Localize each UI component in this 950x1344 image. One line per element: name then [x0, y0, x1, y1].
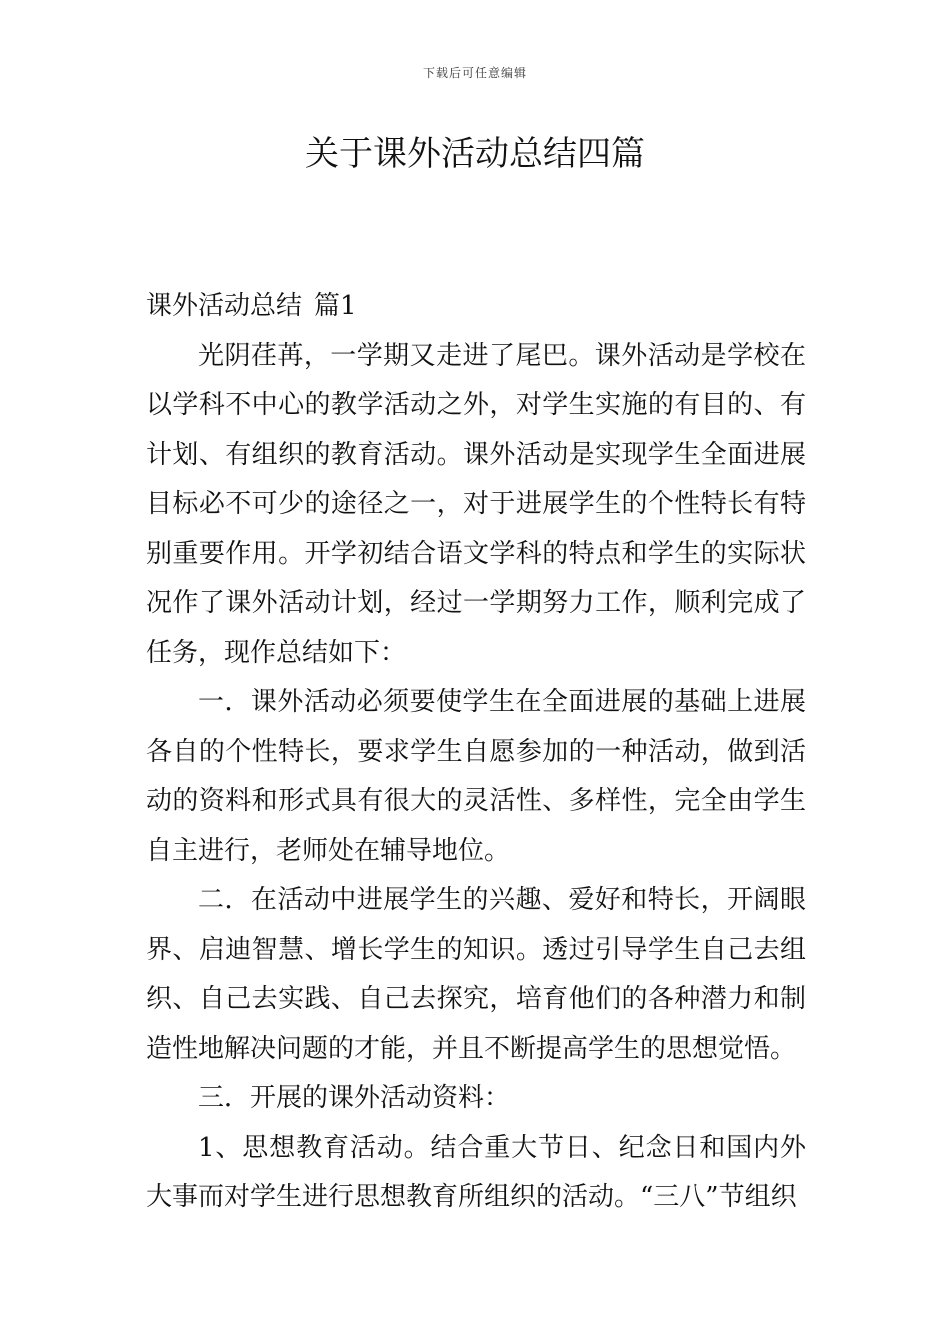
paragraph-intro: 光阴荏苒，一学期又走进了尾巴。课外活动是学校在以学科不中心的教学活动之外，对学生实施的有目的、有计划、有组织的教育活动。课外活动是实现学生全面进展目标必不可少的途径之一，对于进展学生的个性特长有特别重要作用。开学初结合语文学科的特点和学生的实际状况作了课外活动计划，经过一学期努力工作，顺利完成了任务，现作总结如下： [146, 340, 806, 668]
section-heading-text: 课外活动总结 [146, 291, 303, 321]
paragraph-point-3: 三．开展的课外活动资料： [198, 1083, 511, 1113]
paragraph-item-1: 1、思想教育活动。结合重大节日、纪念日和国内外大事而对学生进行思想教育所组织的活动。“三八”节组织 [146, 1132, 806, 1212]
header-note: 下载后可任意编辑 [422, 66, 527, 80]
section-part-label: 篇1 [314, 291, 357, 321]
paragraph-point-1: 一．课外活动必须要使学生在全面进展的基础上进展各自的个性特长，要求学生自愿参加的一种活动，做到活动的资料和形式具有很大的灵活性、多样性，完全由学生自主进行，老师处在辅导地位。 [146, 687, 806, 866]
section-heading [146, 282, 806, 332]
document-title: 关于课外活动总结四篇 [305, 134, 645, 174]
document-body [146, 282, 806, 1223]
paragraph-point-2: 二．在活动中进展学生的兴趣、爱好和特长，开阔眼界、启迪智慧、增长学生的知识。透过引导学生自己去组织、自己去实践、自己去探究，培育他们的各种潜力和制造性地解决问题的才能，并且不断提高学生的思想觉悟。 [146, 885, 806, 1064]
